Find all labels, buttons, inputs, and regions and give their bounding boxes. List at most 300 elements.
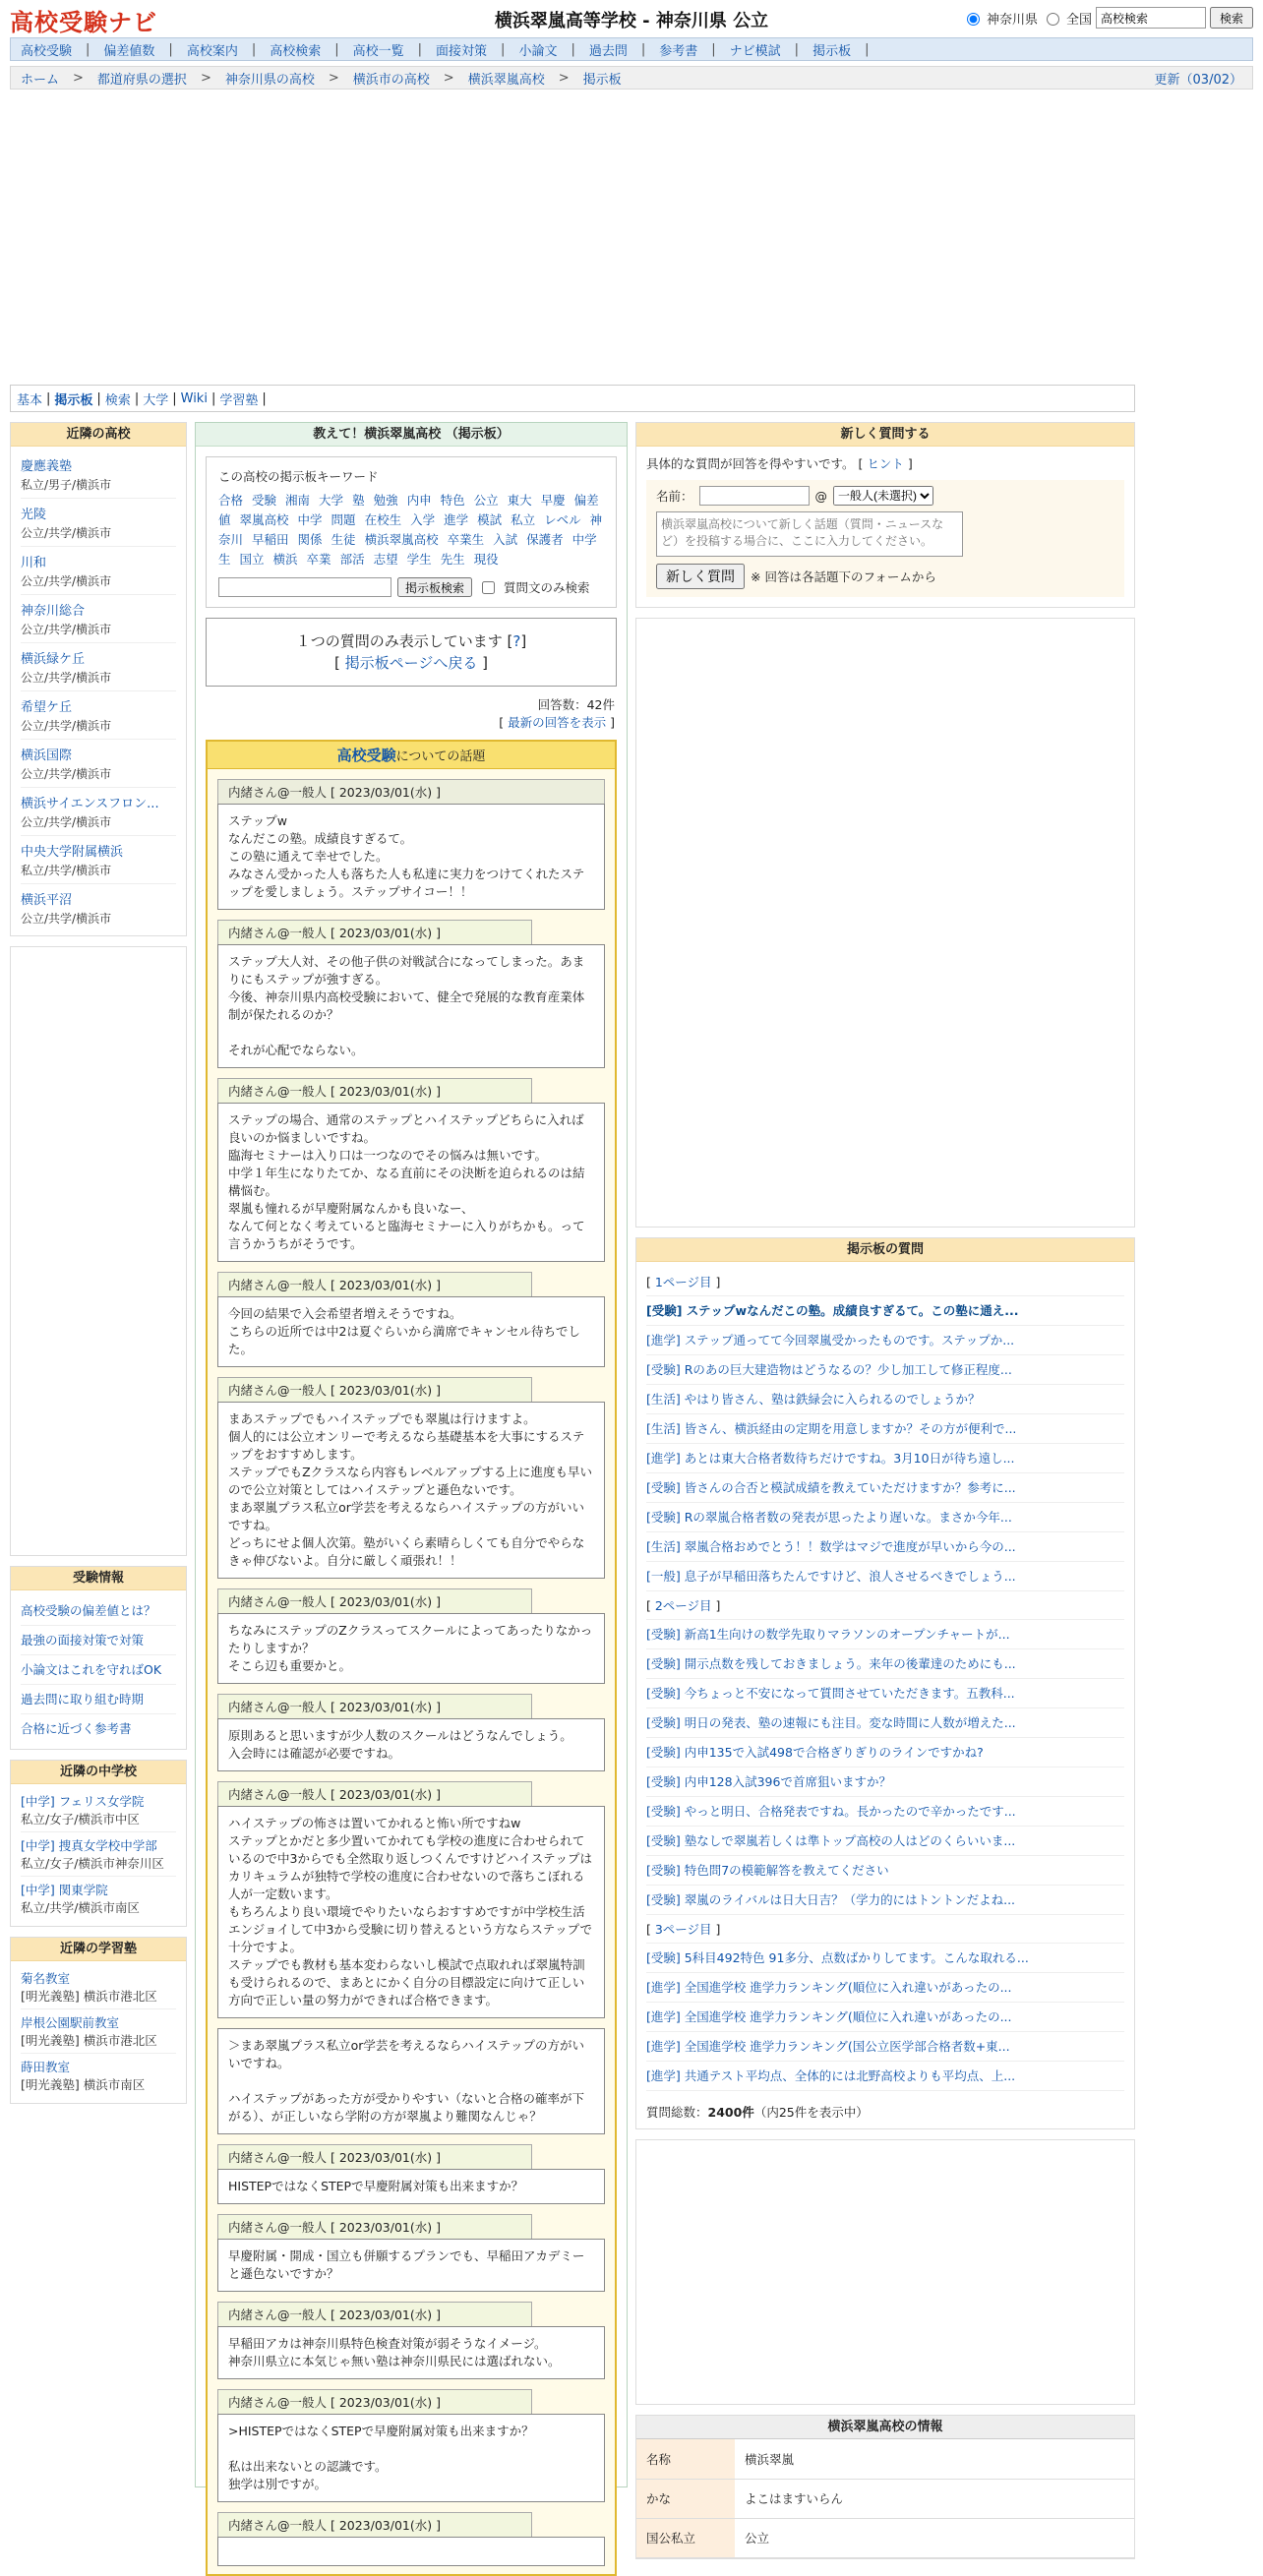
nearby-school-info: 公立/共学/横浜市	[21, 767, 112, 781]
question-list-item[interactable]: [受験] Rのあの巨大建造物はどうなるの？少し加工して修正程度...	[646, 1355, 1124, 1385]
exam-info-links	[11, 1590, 186, 1749]
question-list-item[interactable]: [生活] やはり皆さん、塾は鉄緑会に入られるのでしょうか？	[646, 1385, 1124, 1414]
nav-separator: |	[640, 41, 646, 57]
topic-heading-rest: についての話題	[395, 749, 486, 764]
topic-heading	[208, 742, 615, 769]
header-search	[962, 7, 1253, 29]
keyword-link[interactable]: 早稲田	[252, 532, 289, 547]
nearby-juku-info: [明光義塾] 横浜市南区	[21, 2077, 146, 2092]
post-body: HISTEPではなくSTEPで早慶附属対策も出来ますか？	[217, 2169, 605, 2204]
question-list-item[interactable]: [進学] 全国進学校 進学力ランキング(順位に入れ違いがあったの...	[646, 1973, 1124, 2003]
subnav-item-3[interactable]: 大学	[143, 392, 169, 408]
new-question-desc: 具体的な質問が回答を得やすいです。 [	[646, 456, 864, 471]
post	[217, 2389, 605, 2502]
radio-nationwide-label: 全国	[1065, 12, 1092, 28]
question-page-link[interactable]: 3ページ目	[654, 1922, 712, 1937]
nav-item-4[interactable]: 高校一覧	[352, 43, 404, 59]
keyword-link[interactable]: 東大	[507, 493, 532, 508]
school-info-row	[636, 2479, 1134, 2518]
subnav-item-4[interactable]: Wiki	[180, 390, 208, 406]
question-list-item[interactable]: [受験] 内申128入試396で首席狙いますか？	[646, 1767, 1124, 1797]
keyword-title: この高校の掲示板キーワード	[218, 469, 379, 484]
board-search-button[interactable]: 掲示板検索	[397, 577, 472, 597]
nav-separator: |	[865, 41, 870, 57]
sub-nav	[10, 385, 1135, 412]
page-title: 横浜翠嵐高等学校 - 神奈川県 公立	[494, 11, 769, 31]
school-info-value: 横浜翠嵐	[735, 2439, 1134, 2479]
keyword-link[interactable]: 現役	[473, 552, 499, 567]
school-info-key: かな	[636, 2479, 735, 2518]
radio-prefecture[interactable]	[967, 13, 980, 26]
nearby-school-link[interactable]: 横浜平沼	[21, 893, 73, 908]
page-bracket: [	[646, 1598, 655, 1613]
board-panel	[195, 422, 628, 2533]
nav-separator: |	[251, 41, 257, 57]
answer-count-area: 回答数：42件 [ 最新の回答を表示 ]	[196, 696, 615, 732]
question-page-header	[646, 1915, 1124, 1944]
post	[217, 2214, 605, 2292]
post-body: ステップの場合、通常のステップとハイステップどちらに入れば良いのか悩ましいですね。 臨海セミナーは入り口は一つなのでその悩みは無いです。 中学１年生になりたてか、なる直前にその決断を迫られるのは結構悩む。 翠嵐も憧れるが早慶附属なんかも良いなー、 なんて何となく考えていると臨海セミナーに入りがちかも。って言うかうちがそうです。	[217, 1103, 605, 1262]
nearby-schools-list	[11, 447, 186, 935]
page-bracket: ]	[711, 1275, 721, 1289]
question-list-item[interactable]: [受験] 5科目492特色 91多分、点数ばかりしてます。こんな取れる...	[646, 1944, 1124, 1973]
question-list-item[interactable]: [進学] ステップ通ってて今回翠嵐受かったものです。ステップか...	[646, 1326, 1124, 1355]
topic-box	[206, 740, 617, 2576]
exam-info-link[interactable]: 合格に近づく参考書	[21, 1721, 132, 1736]
subnav-separator: |	[96, 390, 101, 406]
keyword-link[interactable]: 内申	[406, 493, 432, 508]
at-sign: @	[814, 488, 828, 504]
exam-info-link[interactable]: 小論文はこれを守ればOK	[21, 1655, 176, 1685]
nearby-jhs-info: 私立/共学/横浜市南区	[21, 1900, 140, 1915]
question-list-item[interactable]: [受験] 翠嵐のライバルは日大日吉？（学力的にはトントンだよね...	[646, 1886, 1124, 1915]
question-list-item[interactable]: [進学] 共通テスト平均点、全体的には北野高校よりも平均点、上...	[646, 2062, 1124, 2091]
nearby-school-item	[21, 450, 176, 499]
school-info-row	[636, 2439, 1134, 2479]
right-column	[635, 422, 1135, 2569]
keyword-link[interactable]: 翠嵐高校	[239, 512, 289, 527]
post-header: 内緒さん@一般人 [ 2023/03/01(水) ]	[217, 2389, 532, 2414]
nearby-school-link[interactable]: 光陵	[21, 508, 47, 522]
breadcrumb-item-1[interactable]: 都道府県の選択	[96, 72, 187, 88]
back-to-board-link[interactable]: 掲示板ページへ戻る	[344, 654, 478, 672]
post-header: 内緒さん@一般人 [ 2023/03/01(水) ]	[217, 2214, 532, 2239]
nearby-juku-info: [明光義塾] 横浜市港北区	[21, 1989, 157, 2004]
nearby-school-item	[21, 595, 176, 643]
question-list	[636, 1262, 1134, 2091]
keyword-link[interactable]: 私立	[511, 512, 536, 527]
board-questions-title: 掲示板の質問	[636, 1238, 1134, 1262]
nearby-school-link[interactable]: 中央大学附属横浜	[21, 845, 124, 860]
nearby-juku-box	[10, 1937, 187, 2104]
name-input[interactable]	[699, 486, 810, 506]
school-info-key: 国公私立	[636, 2518, 735, 2557]
question-total-count: 2400件	[707, 2105, 754, 2120]
keyword-search	[218, 577, 604, 597]
subnav-separator: |	[46, 390, 51, 406]
school-search-input[interactable]	[1096, 7, 1206, 29]
question-list-item[interactable]: [受験] 内申135で入試498で合格ぎりぎりのラインですかね?	[646, 1738, 1124, 1767]
post-header: 内緒さん@一般人 [ 2023/03/01(水) ]	[217, 779, 605, 804]
keyword-link[interactable]: 入試	[493, 532, 518, 547]
nearby-school-item	[21, 884, 176, 931]
breadcrumb-item-4[interactable]: 横浜翠嵐高校	[467, 72, 545, 88]
ad-space-left	[10, 946, 187, 1556]
subnav-item-0[interactable]: 基本	[17, 392, 43, 408]
page-bracket: [	[646, 1275, 655, 1289]
subnav-separator: |	[134, 390, 140, 406]
topic-category-link[interactable]: 高校受験	[336, 747, 396, 764]
radio-nationwide[interactable]	[1047, 13, 1059, 26]
question-list-item[interactable]: [受験] 新高1生向けの数学先取りマラソンのオープンチャートが...	[646, 1620, 1124, 1649]
breadcrumb-separator: >	[328, 70, 339, 86]
back-link-close: ]	[482, 654, 488, 672]
keyword-link[interactable]: 学生	[406, 552, 432, 567]
question-list-item[interactable]: [受験] やっと明日、合格発表ですね。長かったので辛かったです...	[646, 1797, 1124, 1827]
nearby-school-link[interactable]: 希望ケ丘	[21, 700, 73, 715]
question-list-item[interactable]: [受験] 今ちょっと不安になって質問させていただきます。五教科...	[646, 1679, 1124, 1708]
keyword-link[interactable]: 神奈川	[218, 512, 603, 547]
post-header: 内緒さん@一般人 [ 2023/03/01(水) ]	[217, 2302, 532, 2326]
post-body: ハイステップの怖さは置いてかれると怖い所ですねw ステップとかだと多少置いてかれても学校の進度に合わせられているので中3からでも全然取り返しつくんですけどハイステップはカリキュラムが独特で学校の進度に合わせないので落ちこぼれる人が一定数います。 もちろんより良い環境でやりたいならおすすめですが中学校生活エンジョイして中3から受験に切り替えるという方ならステップで十分ですよ。 ステップでも教材も基本変わらないし模試で点取れれば翠嵐特訓も受けられるので、まあとにかく自分の目標設定に向けて正しい方向で正しい量の努力ができれば合格できます。	[217, 1806, 605, 2018]
nav-separator: |	[711, 41, 716, 57]
question-list-item[interactable]: [受験] 皆さんの合否と模試成績を教えていただけますか？参考に...	[646, 1473, 1124, 1503]
keyword-link[interactable]: 生徒	[331, 532, 356, 547]
question-list-item[interactable]: [生活] 翠嵐合格おめでとう！！数学はマジで進度が早いから今の...	[646, 1532, 1124, 1562]
nearby-school-item	[21, 691, 176, 740]
nearby-jhs-link[interactable]: [中学] フェリス女学院	[21, 1794, 145, 1809]
post	[217, 1781, 605, 2018]
keyword-link[interactable]: 横浜	[272, 552, 298, 567]
board-search-input[interactable]	[218, 577, 391, 597]
question-page-link[interactable]: 2ページ目	[654, 1598, 712, 1613]
nearby-schools-title: 近隣の高校	[11, 423, 186, 447]
keyword-link[interactable]: 先生	[440, 552, 465, 567]
nearby-school-link[interactable]: 横浜緑ケ丘	[21, 652, 86, 667]
nav-item-0[interactable]: 高校受験	[21, 43, 73, 59]
question-total-note: （内25件を表示中）	[753, 2105, 869, 2120]
exam-info-title: 受験情報	[11, 1567, 186, 1590]
post	[217, 1694, 605, 1771]
nearby-school-info: 公立/共学/横浜市	[21, 912, 112, 926]
back-link-open: [	[334, 654, 340, 672]
new-question-textarea[interactable]	[656, 511, 963, 557]
nav-separator: |	[168, 41, 173, 57]
post-list	[208, 779, 615, 2566]
post-body: >HISTEPではなくSTEPで早慶附属対策も出来ますか？ 私は出来ないとの認識です。 独学は別ですが。	[217, 2414, 605, 2502]
keyword-link[interactable]: 志望	[373, 552, 398, 567]
keyword-link[interactable]: 関係	[297, 532, 323, 547]
nearby-school-link[interactable]: 慶應義塾	[21, 459, 73, 474]
school-info-box	[635, 2415, 1135, 2559]
subnav-item-5[interactable]: 学習塾	[219, 392, 259, 408]
nearby-juku-title: 近隣の学習塾	[11, 1938, 186, 1961]
nearby-jhs-item	[21, 1788, 176, 1832]
breadcrumb-item-2[interactable]: 神奈川県の高校	[224, 72, 315, 88]
left-column	[10, 422, 187, 2114]
role-select[interactable]	[833, 486, 933, 506]
post-body: ステップw なんだこの塾。成績良すぎるて。 この塾に通えて幸せでした。 みなさん受かった人も落ちた人も私達に実力をつけてくれたステップを愛しましょう。ステップサイコー！！	[217, 804, 605, 910]
nearby-school-info: 公立/共学/横浜市	[21, 574, 112, 588]
keyword-list	[218, 491, 604, 569]
exam-info-link[interactable]: 最強の面接対策で対策	[21, 1626, 176, 1655]
keyword-link[interactable]: 進学	[444, 512, 469, 527]
keyword-link[interactable]: 国立	[239, 552, 265, 567]
post	[217, 2144, 605, 2204]
nav-separator: |	[794, 41, 800, 57]
question-page-link[interactable]: 1ページ目	[654, 1275, 712, 1289]
new-question-form	[646, 480, 1124, 597]
page-bracket: ]	[711, 1922, 721, 1937]
subnav-item-1[interactable]: 掲示板	[54, 392, 93, 408]
question-list-item[interactable]: [受験] Rの翠嵐合格者数の発表が思ったより遅いな。まさか今年...	[646, 1503, 1124, 1532]
exam-info-link[interactable]: 高校受験の偏差値とは？	[21, 1596, 176, 1626]
nearby-schools-box	[10, 422, 187, 936]
subnav-separator: |	[262, 390, 267, 406]
nearby-school-item	[21, 499, 176, 547]
nearby-jhs-list	[11, 1784, 186, 1926]
post-header: 内緒さん@一般人 [ 2023/03/01(水) ]	[217, 1694, 532, 1718]
post	[217, 1272, 605, 1367]
keyword-link[interactable]: 横浜翠嵐高校	[364, 532, 439, 547]
nearby-jhs-info: 私立/女子/横浜市中区	[21, 1812, 140, 1827]
subnav-separator: |	[172, 390, 177, 406]
keyword-link[interactable]: 偏差値	[218, 493, 599, 527]
nearby-jhs-box	[10, 1760, 187, 1927]
post-body	[217, 2537, 605, 2566]
post-header: 内緒さん@一般人 [ 2023/03/01(水) ]	[217, 1272, 532, 1296]
nearby-school-link[interactable]: 横浜サイエンスフロン...	[21, 797, 159, 811]
search-button[interactable]: 検索	[1210, 7, 1253, 29]
nearby-school-info: 公立/共学/横浜市	[21, 671, 112, 685]
keyword-link[interactable]: 問題	[331, 512, 356, 527]
single-question-notice	[206, 618, 617, 687]
nearby-juku-link[interactable]: 蒔田教室	[21, 2060, 71, 2074]
question-list-item[interactable]: [受験] 塾なしで翠嵐若しくは準トップ高校の人はどのくらいいま...	[646, 1827, 1124, 1856]
question-list-item[interactable]: [受験] ステップwなんだこの塾。成績良すぎるて。この塾に通え...	[646, 1296, 1124, 1326]
subnav-separator: |	[210, 390, 216, 406]
school-info-key: 名称	[636, 2439, 735, 2479]
keyword-link[interactable]: 勉強	[373, 493, 398, 508]
keyword-link[interactable]: 入学	[410, 512, 436, 527]
keyword-link[interactable]: 模試	[477, 512, 503, 527]
keyword-link[interactable]: 在校生	[364, 512, 402, 527]
nearby-school-info: 公立/共学/横浜市	[21, 815, 112, 829]
nearby-school-item	[21, 547, 176, 595]
keyword-link[interactable]: 塾	[352, 493, 365, 508]
post	[217, 1377, 605, 1579]
nearby-school-link[interactable]: 川和	[21, 556, 47, 570]
question-list-item[interactable]: [一般] 息子が早稲田落ちたんですけど、浪人させるべきでしょう...	[646, 1562, 1124, 1591]
single-question-close: ]	[520, 632, 527, 650]
question-page-header	[646, 1268, 1124, 1296]
hint-link[interactable]: ヒント	[867, 456, 904, 471]
question-list-item[interactable]: [受験] 開示点数を残しておきましょう。来年の後輩達のためにも...	[646, 1649, 1124, 1679]
question-page-header	[646, 1591, 1124, 1620]
question-list-item[interactable]: [受験] 明日の発表、塾の速報にも注目。変な時間に人数が増えた...	[646, 1708, 1124, 1738]
nav-item-5[interactable]: 面接対策	[436, 43, 488, 59]
school-info-value: よこはますいらん	[735, 2479, 1134, 2518]
nearby-juku-item	[21, 2054, 176, 2097]
latest-answers-link[interactable]: 最新の回答を表示	[508, 715, 607, 730]
question-list-item[interactable]: [進学] あとは東大合格者数待ちだけですね。3月10日が待ち遠し...	[646, 1444, 1124, 1473]
breadcrumb-item-5[interactable]: 掲示板	[582, 72, 622, 88]
nearby-jhs-title: 近隣の中学校	[11, 1761, 186, 1784]
board-title: 教えて！横浜翠嵐高校 （掲示板）	[196, 423, 627, 447]
post-body: ステップ大人対、その他子供の対戦試合になってしまった。あまりにもステップが強すぎる。 今後、神奈川県内高校受験において、健全で発展的な教育産業体制が保たれるのか？ それが心配でならない。	[217, 944, 605, 1068]
page-bracket: [	[646, 1922, 655, 1937]
page-bracket: ]	[711, 1598, 721, 1613]
post-body: 早慶附属・開成・国立も併願するプランでも、早稲田アカデミーと遜色ないですか？	[217, 2239, 605, 2292]
nav-item-6[interactable]: 小論文	[518, 43, 558, 59]
post-body: まあステップでもハイステップでも翠嵐は行けますよ。 個人的には公立オンリーで考えるなら基礎基本を大事にするステップをおすすめします。 ステップでもZクラスなら内容もレベルアップする上に進度も早いので公立対策としてはハイステップと遜色ないです。 まあ翠嵐プラス私立or学芸を考えるならハイステップの方がいいですね。 どっちにせよ個人次第。塾がいくら素晴らしくても自分でやらなきゃ伸びないよ。自分に厳しく頑張れ！！	[217, 1402, 605, 1579]
post-body: ちなみにステップのZクラスってスクールによってあったりなかったりしますか？ そこら辺も重要かと。	[217, 1613, 605, 1684]
single-question-text: １つの質問のみ表示しています [	[295, 632, 513, 650]
nav-separator: |	[334, 41, 339, 57]
new-question-box	[635, 422, 1135, 608]
nav-separator: |	[571, 41, 575, 57]
post	[217, 779, 605, 910]
nearby-juku-info: [明光義塾] 横浜市港北区	[21, 2033, 157, 2048]
center-column	[195, 422, 628, 2533]
nearby-school-item	[21, 836, 176, 884]
nearby-school-item	[21, 740, 176, 788]
nav-item-10[interactable]: 掲示板	[812, 43, 852, 59]
nearby-jhs-item	[21, 1832, 176, 1877]
nav-item-3[interactable]: 高校検索	[270, 43, 322, 59]
subnav-item-2[interactable]: 検索	[104, 392, 131, 408]
post	[217, 2512, 605, 2566]
submit-question-button[interactable]: 新しく質問	[656, 564, 745, 589]
help-link[interactable]: ?	[512, 632, 521, 650]
keyword-link[interactable]: 卒業	[306, 552, 331, 567]
post	[217, 2302, 605, 2379]
keyword-link[interactable]: 保護者	[526, 532, 564, 547]
exam-info-box	[10, 1566, 187, 1750]
nav-separator: |	[86, 41, 90, 57]
nearby-juku-link[interactable]: 菊名教室	[21, 1971, 71, 1986]
breadcrumb-separator: >	[558, 70, 570, 86]
post-body: ＞まあ翠嵐プラス私立or学芸を考えるならハイステップの方がいいですね。 ハイステップがあった方が受かりやすい（ないと合格の確率が下がる）、が正しいなら学附の方が翠嵐より難関なんじゃ？	[217, 2028, 605, 2134]
submit-note: ※ 回答は各話題下のフォームから	[751, 569, 936, 584]
answer-count: 回答数：42件	[537, 697, 615, 712]
nearby-juku-item	[21, 2009, 176, 2054]
nearby-jhs-item	[21, 1877, 176, 1920]
post	[217, 1588, 605, 1684]
post-body: 原則あると思いますが少人数のスクールはどうなんでしょう。 入会時には確認が必要ですね。	[217, 1718, 605, 1771]
post-header: 内緒さん@一般人 [ 2023/03/01(水) ]	[217, 2512, 532, 2537]
nearby-jhs-link[interactable]: [中学] 関東学院	[21, 1883, 108, 1897]
post	[217, 1078, 605, 1262]
breadcrumb-separator: >	[200, 70, 211, 86]
new-question-desc-close: ]	[907, 456, 913, 471]
question-list-item[interactable]: [進学] 全国進学校 進学力ランキング(順位に入れ違いがあったの...	[646, 2003, 1124, 2032]
post-header: 内緒さん@一般人 [ 2023/03/01(水) ]	[217, 1588, 532, 1613]
nav-item-7[interactable]: 過去問	[588, 43, 628, 59]
nearby-school-link[interactable]: 横浜国際	[21, 749, 73, 763]
nav-separator: |	[501, 41, 506, 57]
question-list-item[interactable]: [生活] 皆さん、横浜経由の定期を用意しますか？その方が便利で...	[646, 1414, 1124, 1444]
keyword-link[interactable]: 合格	[218, 493, 244, 508]
breadcrumb-separator: >	[73, 70, 84, 86]
post-header: 内緒さん@一般人 [ 2023/03/01(水) ]	[217, 2144, 532, 2169]
nav-item-8[interactable]: 参考書	[659, 43, 698, 59]
nav-item-1[interactable]: 偏差値数	[103, 43, 155, 59]
ad-space-right	[635, 618, 1135, 1228]
main-nav	[10, 37, 1253, 61]
nearby-school-link[interactable]: 神奈川総合	[21, 604, 86, 619]
board-questions-box	[635, 1237, 1135, 2129]
keyword-link[interactable]: 部活	[339, 552, 365, 567]
new-question-body	[636, 447, 1134, 607]
nav-item-9[interactable]: ナビ模試	[729, 43, 781, 59]
keyword-link[interactable]: 早慶	[540, 493, 566, 508]
breadcrumb-separator: >	[443, 70, 454, 86]
nearby-juku-link[interactable]: 岸根公園駅前教室	[21, 2015, 120, 2030]
header	[0, 0, 1263, 35]
nearby-school-info: 公立/共学/横浜市	[21, 719, 112, 733]
school-info-row	[636, 2518, 1134, 2557]
keyword-link[interactable]: 湘南	[285, 493, 311, 508]
keyword-link[interactable]: 大学	[319, 493, 344, 508]
nearby-jhs-link[interactable]: [中学] 捜真女学校中学部	[21, 1838, 157, 1853]
nearby-school-info: 公立/共学/横浜市	[21, 623, 112, 636]
breadcrumb-item-0[interactable]: ホーム	[21, 72, 60, 88]
exam-info-link[interactable]: 過去問に取り組む時期	[21, 1685, 176, 1714]
school-info-title: 横浜翠嵐高校の情報	[636, 2416, 1134, 2439]
post-header: 内緒さん@一般人 [ 2023/03/01(水) ]	[217, 920, 532, 944]
keyword-link[interactable]: 中学生	[218, 532, 597, 567]
question-only-checkbox[interactable]	[482, 581, 495, 594]
keyword-box	[206, 456, 617, 608]
ad-space-top	[0, 90, 1263, 385]
post-header: 内緒さん@一般人 [ 2023/03/01(水) ]	[217, 1377, 532, 1402]
nearby-school-info: 私立/男子/横浜市	[21, 478, 112, 492]
keyword-link[interactable]: 公立	[473, 493, 499, 508]
updated-link[interactable]: 更新（03/02）	[1154, 72, 1242, 88]
nearby-school-info: 私立/共学/横浜市	[21, 864, 112, 877]
new-question-title: 新しく質問する	[636, 423, 1134, 447]
question-list-item[interactable]: [進学] 全国進学校 進学力ランキング(国公立医学部合格者数+東...	[646, 2032, 1124, 2062]
keyword-link[interactable]: レベル	[544, 512, 581, 527]
post-header: 内緒さん@一般人 [ 2023/03/01(水) ]	[217, 1078, 532, 1103]
nearby-school-info: 公立/共学/横浜市	[21, 526, 112, 540]
post-header: 内緒さん@一般人 [ 2023/03/01(水) ]	[217, 1781, 532, 1806]
keyword-link[interactable]: 受験	[252, 493, 277, 508]
school-info-table	[636, 2439, 1134, 2558]
ad-space-right-2	[635, 2139, 1135, 2405]
question-total-label: 質問総数：	[646, 2105, 708, 2120]
keyword-link[interactable]: 中学	[297, 512, 323, 527]
name-label: 名前：	[656, 489, 693, 504]
breadcrumb-item-3[interactable]: 横浜市の高校	[352, 72, 430, 88]
keyword-link[interactable]: 特色	[440, 493, 465, 508]
site-logo[interactable]: 高校受験ナビ	[10, 9, 157, 36]
nearby-juku-list	[11, 1961, 186, 2103]
nearby-juku-item	[21, 1965, 176, 2009]
post-body: 今回の結果で入会希望者増えそうですね。 こちらの近所では中2は夏ぐらいから満席でキャンセル待ちでした。	[217, 1296, 605, 1367]
radio-prefecture-label: 神奈川県	[986, 12, 1038, 28]
keyword-link[interactable]: 卒業生	[447, 532, 485, 547]
nav-item-2[interactable]: 高校案内	[186, 43, 238, 59]
post-body: 早稲田アカは神奈川県特色検査対策が弱そうなイメージ。 神奈川県立に本気じゃ無い塾は神奈川県民には選ばれない。	[217, 2326, 605, 2379]
breadcrumb	[10, 66, 1253, 90]
question-list-item[interactable]: [受験] 特色問7の模範解答を教えてください	[646, 1856, 1124, 1886]
post	[217, 2028, 605, 2134]
nearby-jhs-info: 私立/女子/横浜市神奈川区	[21, 1856, 164, 1871]
question-total	[646, 2097, 1124, 2128]
question-only-label: 質問文のみ検索	[504, 580, 590, 595]
